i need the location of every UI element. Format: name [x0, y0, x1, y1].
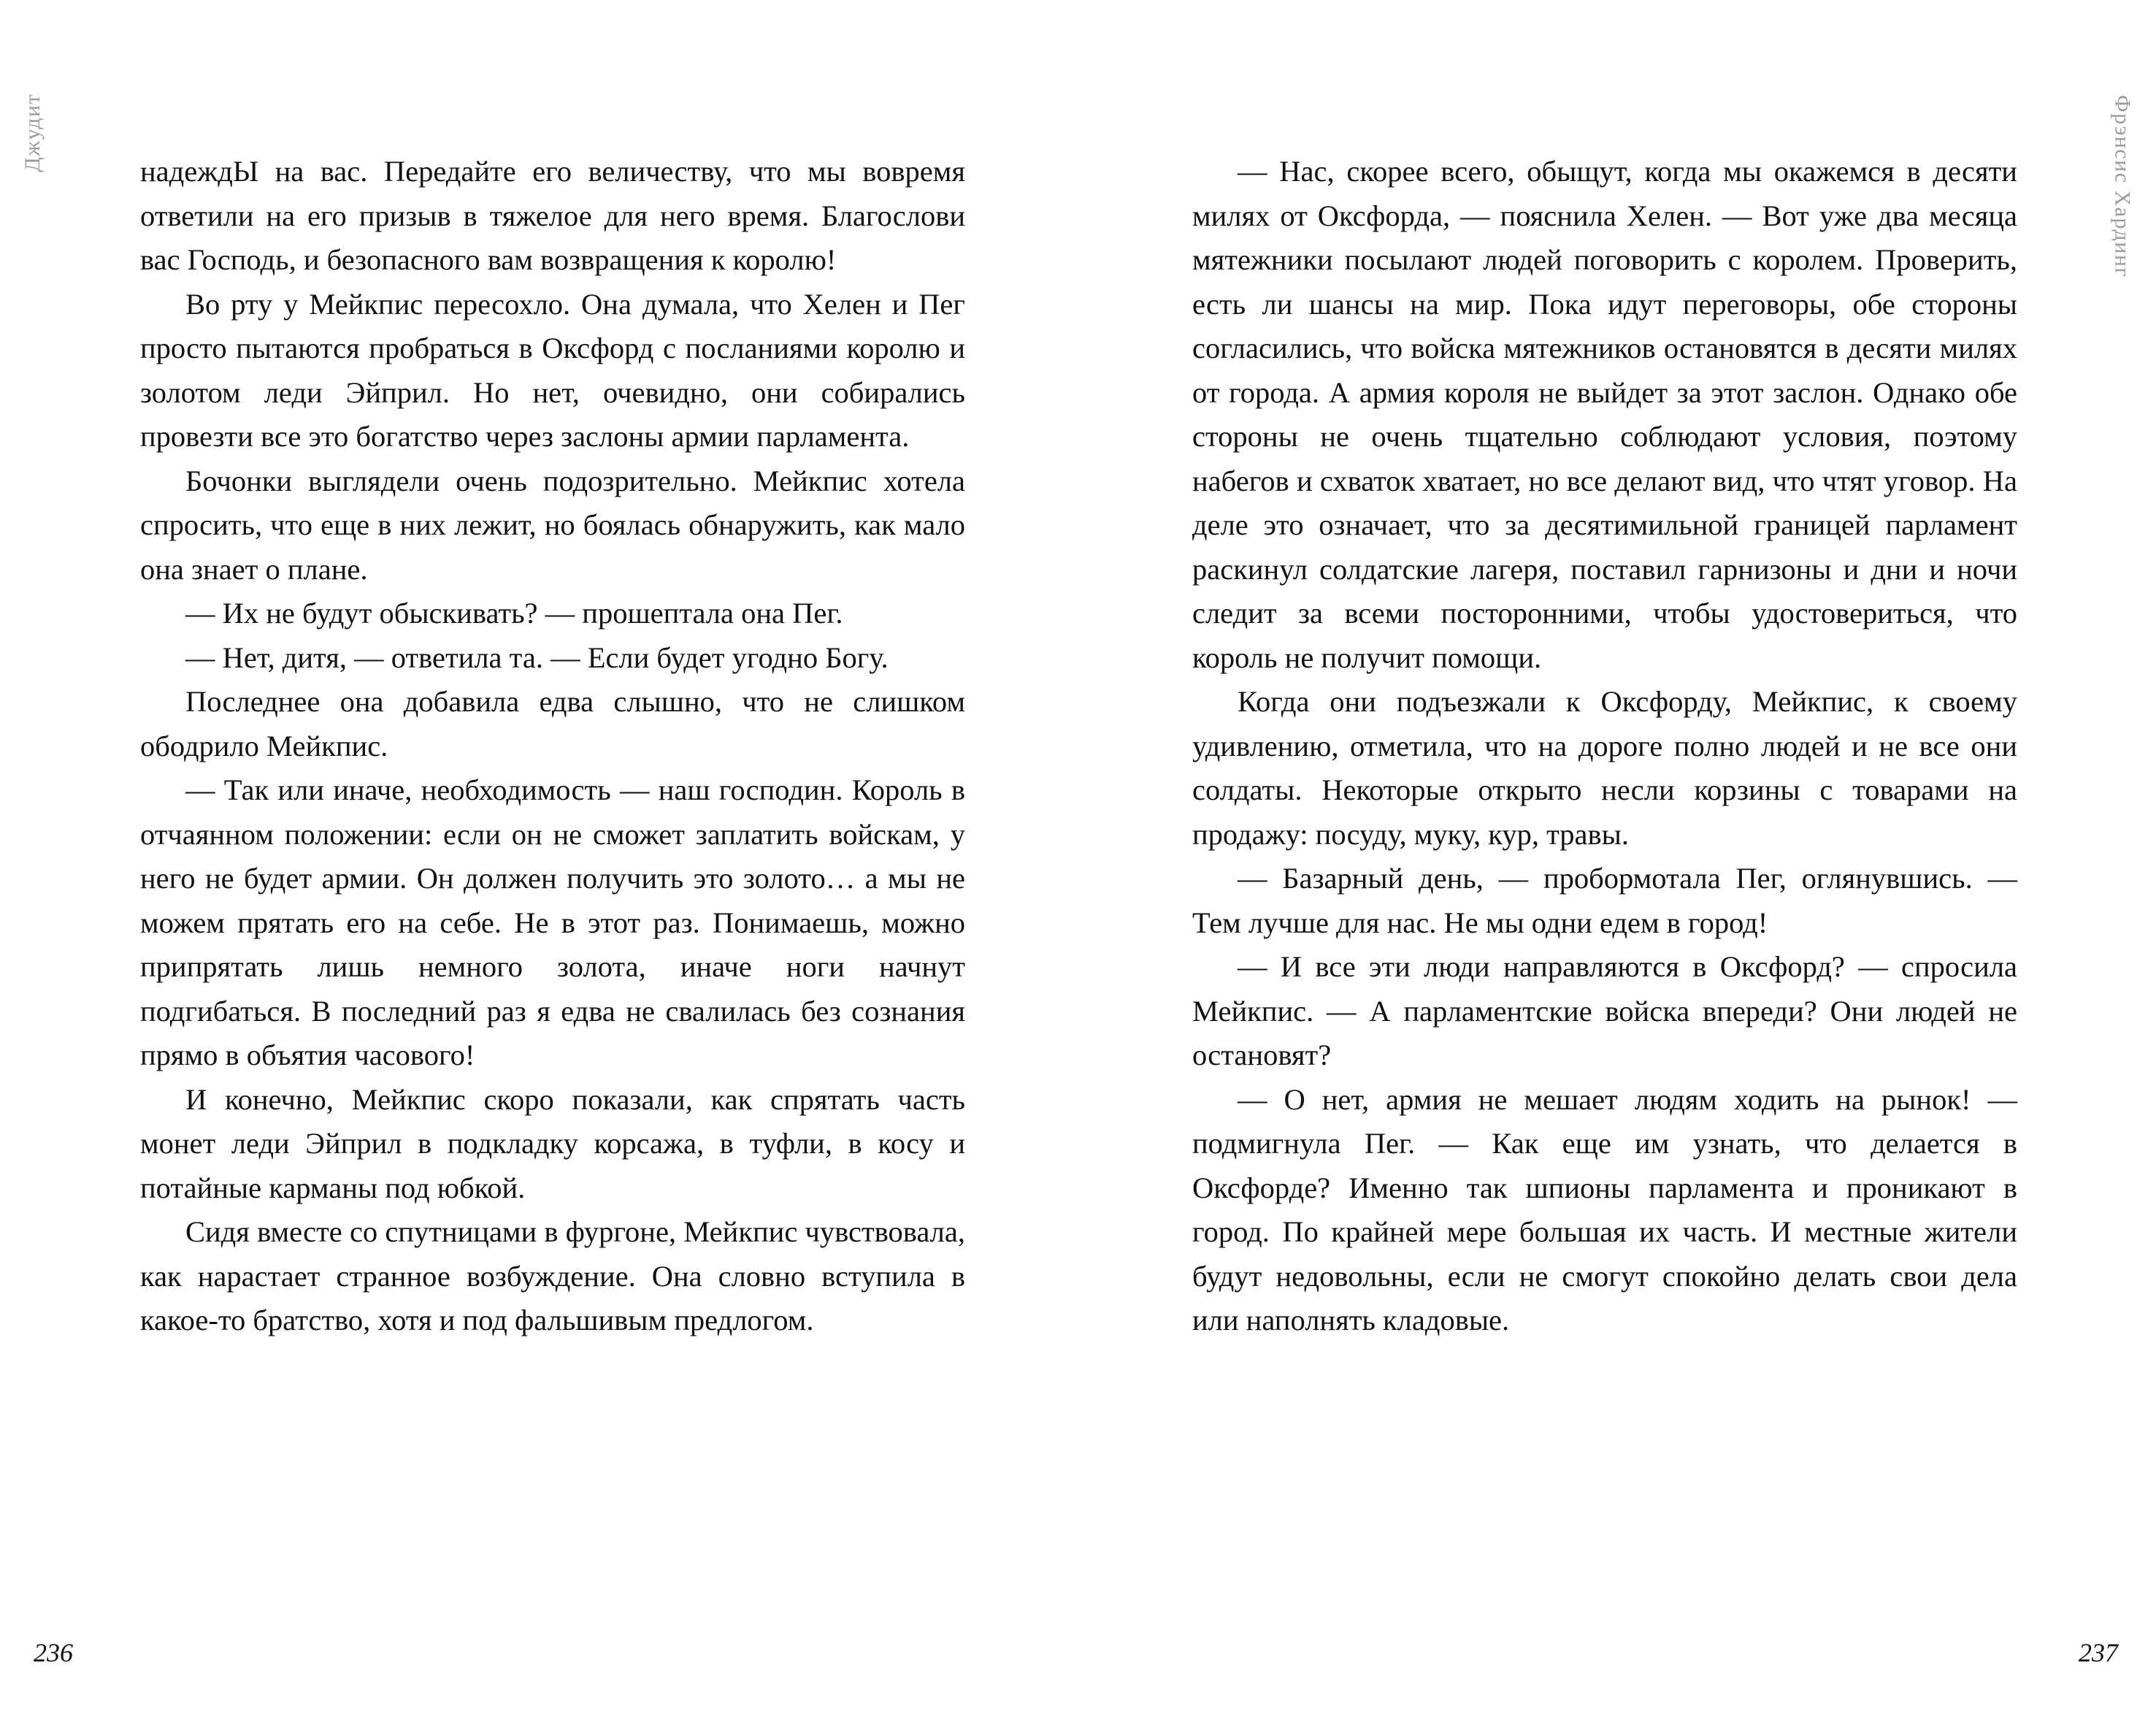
- paragraph: — Базарный день, — пробормотала Пег, оглянувшись. — Тем лучше для нас. Не мы одни едем в город!: [1192, 862, 2017, 939]
- paragraph: Когда они подъезжали к Оксфорду, Мейкпис, к своему удивлению, отметила, что на дороге полно людей и не все они солдаты. Некоторые открыто несли корзины с товарами на продажу: посуду, муку, кур, травы.: [1192, 685, 2017, 851]
- paragraph: — О нет, армия не мешает людям ходить на рынок! — подмигнула Пег. — Как еще им узнать, что делается в Оксфорде? Именно так шпионы парламента и проникают в город. По крайней мере большая их часть. И местные жители будут недовольны, если не смогут спокойно делать свои дела или наполнять кладовые.: [1192, 1082, 2017, 1336]
- paragraph: Во рту у Мейкпис пересохло. Она думала, что Хелен и Пег просто пытаются пробраться в Оксфорд с посланиями королю и золотом леди Эйприл. Но нет, очевидно, они собирались провезти все это богатство через заслоны армии парламента.: [140, 287, 965, 453]
- paragraph: — И все эти люди направляются в Оксфорд? — спросила Мейкпис. — А парламентские войска впереди? Они людей не остановят?: [1192, 950, 2017, 1071]
- paragraph: Сидя вместе со спутницами в фургоне, Мейкпис чувствовала, как нарастает странное возбуждение. Она словно вступила в какое-то братство, хотя и под фальшивым предлогом.: [140, 1215, 965, 1336]
- paragraph: — Нас, скорее всего, обыщут, когда мы окажемся в десяти милях от Оксфорда, — пояснила Хелен. — Вот уже два месяца мятежники посылают людей поговорить с королем. Проверить, есть ли шансы на мир. Пока идут переговоры, обе стороны согласились, что войска мятежников остановятся в десяти милях от города. А армия короля не выйдет за этот заслон. Однако обе стороны не очень тщательно соблюдают условия, поэтому набегов и схваток хватает, но все делают вид, что чтят уговор. На деле это означает, что за десятимильной границей парламент раскинул солдатские лагеря, поставил гарнизоны и дни и ночи следит за всеми посторонними, чтобы удостовериться, что король не получит помощи.: [1192, 155, 2017, 674]
- running-head-left: Джудит: [20, 93, 45, 172]
- text-column-left: [140, 150, 965, 1343]
- paragraph: надеждЫ на вас. Передайте его величеству, что мы вовремя ответили на его призыв в тяжелое для него время. Благослови вас Господь, и безопасного вам возвращения к королю!: [140, 155, 965, 276]
- paragraph: — Так или иначе, необходимость — наш господин. Король в отчаянном положении: если он не сможет заплатить войскам, у него не будет армии. Он должен получить это золото… а мы не можем прятать его на себе. Не в этот раз. Понимаешь, можно припрятать лишь немного золота, иначе ноги начнут подгибаться. В последний раз я едва не свалилась без сознания прямо в объятия часового!: [140, 773, 965, 1071]
- page-number-right: 237: [2079, 1638, 2118, 1667]
- text-column-right: [1192, 150, 2017, 1343]
- paragraph: — Нет, дитя, — ответила та. — Если будет угодно Богу.: [185, 640, 889, 674]
- paragraph: — Их не будут обыскивать? — прошептала она Пег.: [185, 597, 843, 630]
- page-right: [1078, 0, 2156, 1725]
- running-head-right: Фрэнсис Хардинг: [2110, 95, 2134, 278]
- paragraph: Бочонки выглядели очень подозрительно. Мейкпис хотела спросить, что еще в них лежит, но боялась обнаружить, как мало она знает о плане.: [140, 464, 965, 586]
- paragraph: Последнее она добавила едва слышно, что не слишком ободрило Мейкпис.: [140, 685, 965, 762]
- paragraph: И конечно, Мейкпис скоро показали, как спрятать часть монет леди Эйприл в подкладку корсажа, в туфли, в косу и потайные карманы под юбкой.: [140, 1082, 965, 1204]
- page-number-left: 236: [34, 1638, 73, 1667]
